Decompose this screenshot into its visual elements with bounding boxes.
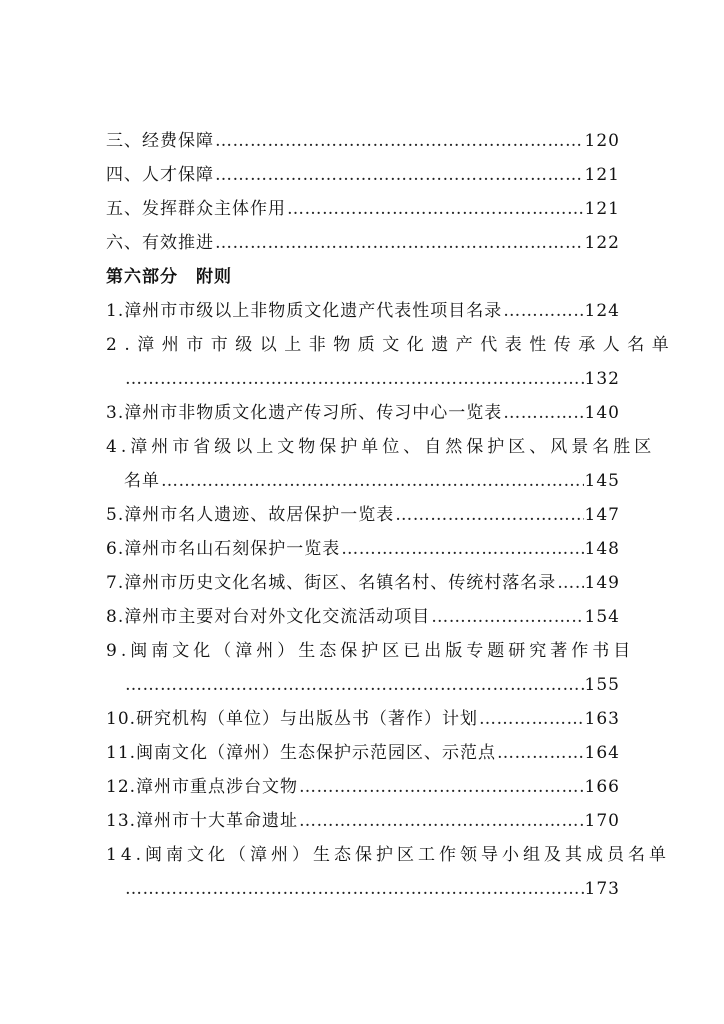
appendix-entry-label: 1.漳州市市级以上非物质文化遗产代表性项目名录 (106, 301, 503, 321)
appendix-entry[interactable] (106, 498, 620, 532)
appendix-entry-label: 6.漳州市名山石刻保护一览表 (106, 539, 341, 559)
appendix-entry-label: 4.漳州市省级以上文物保护单位、自然保护区、风景名胜区 (106, 437, 656, 457)
leader-dots (287, 192, 584, 226)
appendix-entry-page: 147 (584, 505, 620, 525)
leader-dots (215, 158, 584, 192)
appendix-entry-page: 140 (584, 403, 620, 423)
toc-entry-label: 六、有效推进 (106, 233, 214, 253)
appendix-entry-page: 154 (584, 607, 620, 627)
appendix-entry-page: 166 (584, 777, 620, 797)
appendix-entry[interactable] (106, 294, 620, 328)
toc-entry-label: 四、人才保障 (106, 165, 214, 185)
toc-entry-label: 五、发挥群众主体作用 (106, 199, 286, 219)
appendix-entry[interactable] (106, 600, 620, 634)
appendix-entry[interactable] (106, 328, 677, 362)
table-of-contents (106, 124, 677, 906)
appendix-entry-label: 11.闽南文化（漳州）生态保护示范园区、示范点 (106, 743, 497, 763)
leader-dots (299, 804, 584, 838)
leader-dots (161, 464, 584, 498)
appendix-entry-page: 155 (584, 675, 620, 695)
appendix-entry-label: 8.漳州市主要对台对外文化交流活动项目 (106, 607, 431, 627)
toc-entry-page: 122 (584, 233, 620, 253)
appendix-entry[interactable] (106, 838, 671, 872)
toc-entry[interactable] (106, 226, 620, 260)
appendix-entry-page: 148 (584, 539, 620, 559)
appendix-entry-page: 170 (584, 811, 620, 831)
toc-entry[interactable] (106, 124, 620, 158)
appendix-entry-page: 145 (584, 471, 620, 491)
appendix-entry[interactable] (106, 532, 620, 566)
toc-entry[interactable] (106, 158, 620, 192)
appendix-entry-page: 149 (584, 573, 620, 593)
appendix-entry[interactable] (106, 770, 620, 804)
leader-dots (479, 702, 584, 736)
appendix-entry-label: 5.漳州市名人遗迹、故居保护一览表 (106, 505, 395, 525)
appendix-entry-label: 2.漳州市市级以上非物质文化遗产代表性传承人名单 (106, 335, 677, 355)
appendix-entry[interactable] (106, 736, 620, 770)
appendix-entry-continuation[interactable] (106, 362, 620, 396)
appendix-entry[interactable] (106, 634, 635, 668)
leader-dots (125, 872, 584, 906)
appendix-entry-label: 13.漳州市十大革命遗址 (106, 811, 299, 831)
leader-dots (215, 226, 584, 260)
appendix-entry[interactable] (106, 566, 620, 600)
section-heading-label: 第六部分 附则 (106, 267, 232, 287)
leader-dots (497, 736, 584, 770)
toc-entry-page: 120 (584, 131, 620, 151)
appendix-entry-label: 名单 (124, 471, 160, 491)
toc-entry-page: 121 (584, 199, 620, 219)
appendix-entry[interactable] (106, 702, 620, 736)
appendix-entry-page: 163 (584, 709, 620, 729)
appendix-entry-label: 10.研究机构（单位）与出版丛书（著作）计划 (106, 709, 479, 729)
appendix-entry[interactable] (106, 804, 620, 838)
leader-dots (125, 668, 584, 702)
appendix-entry-continuation[interactable] (106, 464, 620, 498)
toc-entry-label: 三、经费保障 (106, 131, 214, 151)
leader-dots (395, 498, 583, 532)
leader-dots (557, 566, 583, 600)
appendix-entry-page: 124 (584, 301, 620, 321)
appendix-entry-continuation[interactable] (106, 872, 620, 906)
toc-entry-page: 121 (584, 165, 620, 185)
leader-dots (341, 532, 583, 566)
leader-dots (299, 770, 584, 804)
appendix-entry-page: 173 (584, 879, 620, 899)
leader-dots (431, 600, 583, 634)
leader-dots (215, 124, 584, 158)
appendix-entry[interactable] (106, 430, 656, 464)
appendix-entry-label: 12.漳州市重点涉台文物 (106, 777, 299, 797)
toc-entry[interactable] (106, 192, 620, 226)
appendix-entry[interactable] (106, 396, 620, 430)
appendix-entry-label: 3.漳州市非物质文化遗产传习所、传习中心一览表 (106, 403, 503, 423)
appendix-entry-page: 164 (584, 743, 620, 763)
appendix-entry-label: 14.闽南文化（漳州）生态保护区工作领导小组及其成员名单 (106, 845, 671, 865)
leader-dots (503, 396, 583, 430)
section-heading[interactable] (106, 260, 620, 294)
leader-dots (503, 294, 583, 328)
leader-dots (125, 362, 584, 396)
appendix-entry-label: 9.闽南文化（漳州）生态保护区已出版专题研究著作书目 (106, 641, 635, 661)
appendix-entry-label: 7.漳州市历史文化名城、街区、名镇名村、传统村落名录 (106, 573, 557, 593)
appendix-entry-continuation[interactable] (106, 668, 620, 702)
appendix-entry-page: 132 (584, 369, 620, 389)
